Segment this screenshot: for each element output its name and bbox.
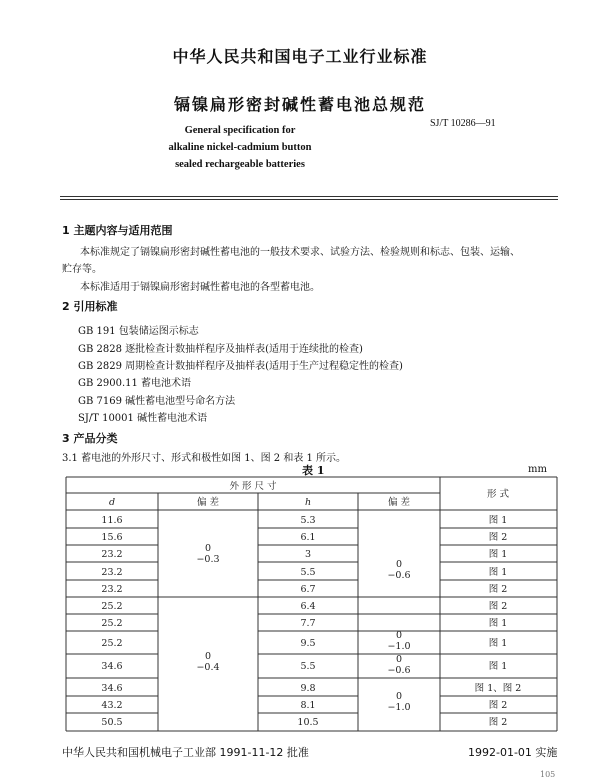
table-header-h-tolerance: 偏 差 xyxy=(387,497,411,508)
table-cell-form: 图 2 xyxy=(488,584,508,595)
table-cell-form: 图 1 xyxy=(488,618,508,629)
table-cell-h: 5.3 xyxy=(300,515,316,526)
h-tolerance-upper: 0 xyxy=(395,691,403,702)
d-tolerance-lower: −0.3 xyxy=(196,554,220,565)
table-title: 表 1 xyxy=(302,464,325,477)
clause-3-1: 3.1 蓄电池的外形尺寸、形式和极性如图 1、图 2 和表 1 所示。 xyxy=(62,453,347,464)
table-header-group: 外 形 尺 寸 xyxy=(229,481,277,492)
table-cell-form: 图 1 xyxy=(488,638,508,649)
section-1-para-2: 本标准适用于镉镍扁形密封碱性蓄电池的各型蓄电池。 xyxy=(80,282,320,293)
h-tolerance-lower: −0.6 xyxy=(387,665,411,676)
table-header-form: 形 式 xyxy=(486,489,510,500)
table-cell-d: 11.6 xyxy=(101,515,123,526)
table-cell-d: 23.2 xyxy=(101,584,123,595)
h-tolerance-upper: 0 xyxy=(395,630,403,641)
reference-item: GB 2829 周期检查计数抽样程序及抽样表(适用于生产过程稳定性的检查) xyxy=(78,361,403,372)
table-cell-h: 5.5 xyxy=(300,661,316,672)
issuer-header: 中华人民共和国电子工业行业标准 xyxy=(172,47,428,66)
table-cell-h: 7.7 xyxy=(300,618,316,629)
effective-date: 1992-01-01 实施 xyxy=(468,746,558,759)
table-cell-h: 6.4 xyxy=(300,601,316,612)
document-title-cn: 镉镍扁形密封碱性蓄电池总规范 xyxy=(173,95,426,114)
table-cell-form: 图 2 xyxy=(488,717,508,728)
table-cell-d: 25.2 xyxy=(101,601,123,612)
h-tolerance-lower: −0.6 xyxy=(387,570,411,581)
reference-item: GB 2828 逐批检查计数抽样程序及抽样表(适用于连续批的检查) xyxy=(78,344,363,355)
d-tolerance-upper: 0 xyxy=(204,651,212,662)
table-cell-d: 43.2 xyxy=(101,700,123,711)
table-cell-form: 图 2 xyxy=(488,601,508,612)
title-en-line-3: sealed rechargeable batteries xyxy=(175,159,305,170)
section-1-para-1-cont: 贮存等。 xyxy=(62,264,102,275)
table-cell-form: 图 2 xyxy=(488,532,508,543)
table-cell-d: 34.6 xyxy=(101,683,123,694)
h-tolerance-lower: −1.0 xyxy=(387,702,411,713)
table-cell-h: 5.5 xyxy=(300,567,316,578)
title-en-line-2: alkaline nickel-cadmium button xyxy=(168,142,312,153)
section-3-heading: 3 产品分类 xyxy=(62,432,118,445)
table-cell-form: 图 1、图 2 xyxy=(474,683,522,694)
table-cell-form: 图 1 xyxy=(488,567,508,578)
d-tolerance-lower: −0.4 xyxy=(196,662,220,673)
table-cell-d: 34.6 xyxy=(101,661,123,672)
table-cell-d: 50.5 xyxy=(101,717,123,728)
table-unit: mm xyxy=(528,464,547,475)
reference-item: GB 2900.11 蓄电池术语 xyxy=(78,378,192,389)
section-2-heading: 2 引用标准 xyxy=(62,300,118,313)
h-tolerance-lower: −1.0 xyxy=(387,641,411,652)
table-cell-d: 23.2 xyxy=(101,549,123,560)
table-cell-form: 图 1 xyxy=(488,515,508,526)
table-cell-form: 图 1 xyxy=(488,549,508,560)
table-header-d: d xyxy=(108,497,116,508)
table-cell-h: 3 xyxy=(304,549,312,560)
reference-item: SJ/T 10001 碱性蓄电池术语 xyxy=(78,413,208,424)
section-1-heading: 1 主题内容与适用范围 xyxy=(62,224,173,237)
reference-item: GB 191 包装储运图示标志 xyxy=(78,326,199,337)
table-cell-d: 25.2 xyxy=(101,638,123,649)
table-cell-h: 6.7 xyxy=(300,584,316,595)
table-cell-h: 9.5 xyxy=(300,638,316,649)
reference-item: GB 7169 碱性蓄电池型号命名方法 xyxy=(78,396,236,407)
table-cell-form: 图 2 xyxy=(488,700,508,711)
table-cell-h: 6.1 xyxy=(300,532,316,543)
h-tolerance-upper: 0 xyxy=(395,654,403,665)
section-1-para-1: 本标准规定了镉镍扁形密封碱性蓄电池的一般技术要求、试验方法、检验规则和标志、包装、运输、 xyxy=(80,247,520,258)
page-number: 105 xyxy=(540,770,556,779)
table-cell-form: 图 1 xyxy=(488,661,508,672)
table-header-h: h xyxy=(304,497,312,508)
table-cell-h: 10.5 xyxy=(297,717,319,728)
h-tolerance-upper: 0 xyxy=(395,559,403,570)
table-cell-d: 15.6 xyxy=(101,532,123,543)
table-cell-h: 8.1 xyxy=(300,700,316,711)
table-cell-h: 9.8 xyxy=(300,683,316,694)
approval-line: 中华人民共和国机械电子工业部 1991-11-12 批准 xyxy=(62,746,309,759)
title-en-line-1: General specification for xyxy=(184,125,296,136)
table-cell-d: 23.2 xyxy=(101,567,123,578)
table-header-d-tolerance: 偏 差 xyxy=(196,497,220,508)
standard-number: SJ/T 10286—91 xyxy=(430,118,496,129)
table-cell-d: 25.2 xyxy=(101,618,123,629)
d-tolerance-upper: 0 xyxy=(204,543,212,554)
